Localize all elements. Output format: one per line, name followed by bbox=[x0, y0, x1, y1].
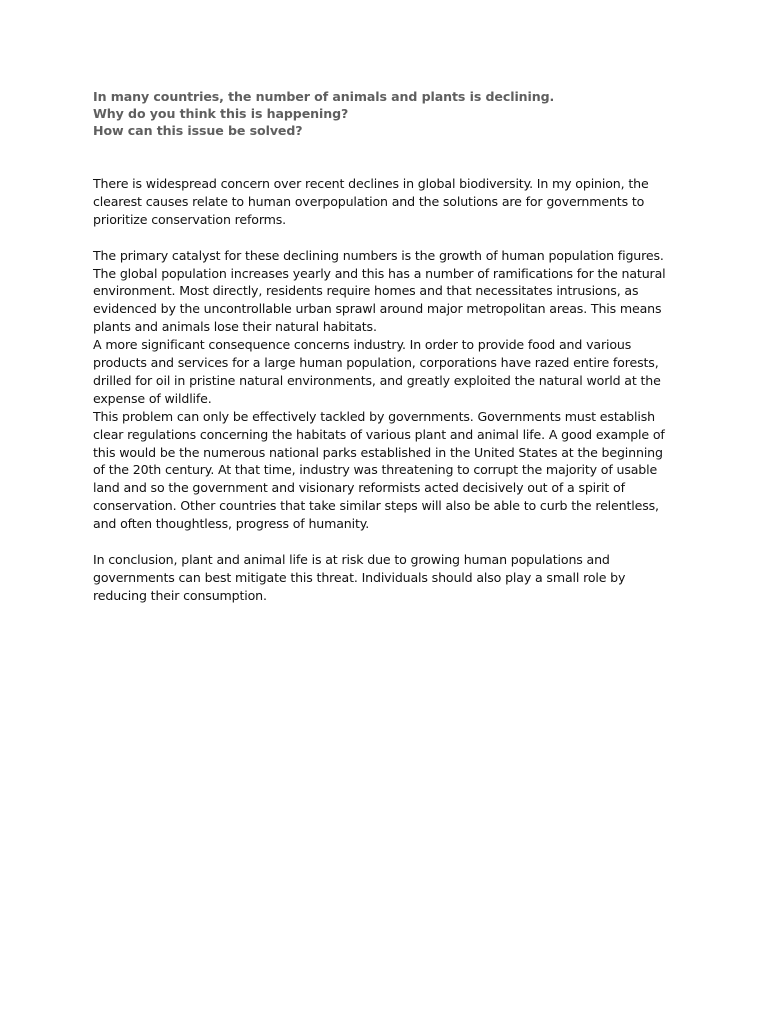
text-line: The global population increases yearly and this has a number of ramifications for the natural bbox=[93, 265, 666, 281]
text-line: The primary catalyst for these declining numbers is the growth of human population figures. bbox=[93, 247, 664, 263]
prompt-line: In many countries, the number of animals and plants is declining. bbox=[93, 89, 555, 104]
text-line: environment. Most directly, residents require homes and that necessitates intrusions, as bbox=[93, 283, 639, 299]
text-line: this would be the numerous national parks established in the United States at the beginning bbox=[93, 444, 663, 460]
text-line: conservation. Other countries that take similar steps will also be able to curb the relentless, bbox=[93, 498, 659, 514]
essay-body bbox=[93, 175, 693, 605]
text-line: and often thoughtless, progress of humanity. bbox=[93, 516, 370, 532]
paragraph-body-2 bbox=[93, 336, 693, 408]
text-line: land and so the government and visionary reformists acted decisively out of a spirit of bbox=[93, 480, 625, 496]
prompt-line: How can this issue be solved? bbox=[93, 123, 303, 139]
prompt-line: Why do you think this is happening? bbox=[93, 106, 349, 122]
text-line: clearest causes relate to human overpopulation and the solutions are for governments to bbox=[93, 193, 645, 209]
text-line: clear regulations concerning the habitats of various plant and animal life. A good example of bbox=[93, 426, 665, 442]
paragraph-spacer bbox=[93, 533, 693, 551]
text-line: drilled for oil in pristine natural environments, and greatly exploited the natural world at the bbox=[93, 372, 661, 388]
text-line: governments can best mitigate this threat. Individuals should also play a small role by bbox=[93, 569, 626, 585]
paragraph-conclusion bbox=[93, 551, 693, 605]
text-line: expense of wildlife. bbox=[93, 390, 212, 406]
paragraph-body-3 bbox=[93, 408, 693, 533]
text-line: evidenced by the uncontrollable urban sprawl around major metropolitan areas. This means bbox=[93, 301, 662, 317]
text-line: There is widespread concern over recent declines in global biodiversity. In my opinion, the bbox=[93, 176, 649, 191]
paragraph-body-1 bbox=[93, 247, 693, 337]
text-line: This problem can only be effectively tackled by governments. Governments must establish bbox=[93, 408, 655, 424]
text-line: of the 20th century. At that time, industry was threatening to corrupt the majority of usable bbox=[93, 462, 658, 478]
text-line: reducing their consumption. bbox=[93, 587, 267, 603]
text-line: A more significant consequence concerns industry. In order to provide food and various bbox=[93, 337, 632, 353]
text-line: prioritize conservation reforms. bbox=[93, 211, 287, 227]
paragraph-intro bbox=[93, 175, 693, 229]
text-line: products and services for a large human population, corporations have razed entire forests, bbox=[93, 355, 659, 371]
text-line: In conclusion, plant and animal life is at risk due to growing human populations and bbox=[93, 552, 610, 567]
essay-prompt bbox=[93, 88, 693, 140]
paragraph-spacer bbox=[93, 229, 693, 247]
text-line: plants and animals lose their natural habitats. bbox=[93, 319, 377, 335]
